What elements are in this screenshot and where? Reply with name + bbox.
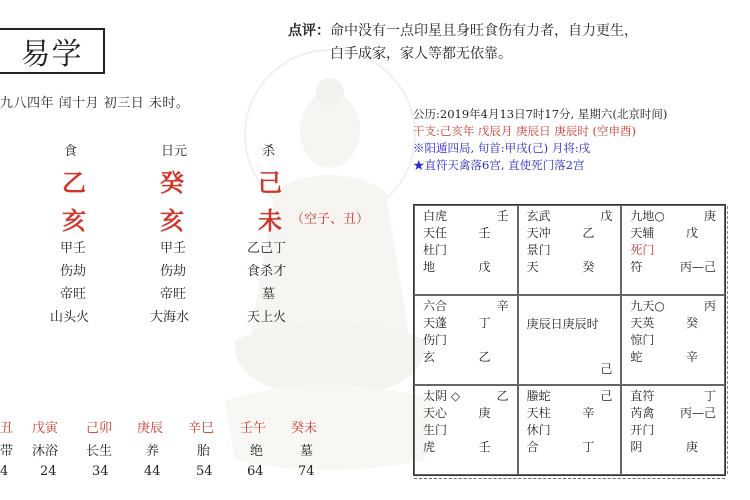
cycle-age-1: 4 <box>0 464 9 479</box>
palace-9: 玄武 戊 天冲 乙 景门 天 癸 <box>518 205 622 295</box>
cycle-age-7: 74 <box>298 464 315 479</box>
cycle-pillar-1: 丑 <box>0 421 14 436</box>
palace-1: 螣蛇 己 天柱 辛 休门 合 丁 <box>518 385 622 475</box>
phase-1: 帝旺 <box>60 287 87 302</box>
brand-logo-box <box>0 28 105 74</box>
cycle-pillar-2: 戊寅 <box>32 421 59 436</box>
branch-2: 亥 <box>160 206 184 235</box>
cycle-age-2: 24 <box>40 464 57 479</box>
phase-3: 墓 <box>262 287 276 302</box>
cycle-pillar-5: 辛巳 <box>188 421 215 436</box>
stem-3: 己 <box>258 168 282 197</box>
hidden-stems-2: 甲壬 <box>160 241 187 256</box>
nayin-3: 天上火 <box>247 310 287 325</box>
cycle-stage-1: 带 <box>0 444 14 459</box>
qimen-zhifu-line: ★直符天禽落6宫, 直使死门落2宫 <box>413 158 585 172</box>
palace-2: 九地○ 庚 天辅 戊 死门 符 丙—己 <box>621 205 725 295</box>
kong-wang-note: （空子、丑） <box>291 212 370 227</box>
cycle-pillar-7: 癸未 <box>291 421 318 436</box>
branch-3: 未 <box>258 206 282 235</box>
palace-6: 直符 丁 芮禽 丙—己 开门 阴 庚 <box>621 385 725 475</box>
cycle-stage-5: 胎 <box>197 444 211 459</box>
qimen-ganzhi-line: 干支:己亥年 戊辰月 庚辰日 庚辰时 (空申酉) <box>413 124 636 138</box>
palace-3: 六合 辛 天蓬 丁 伤门 玄 乙 <box>414 295 518 385</box>
god-label-2: 日元 <box>161 144 188 159</box>
palace-8: 太阴 ◇ 乙 天心 庚 生门 虎 壬 <box>414 385 518 475</box>
palace-5-center: 庚辰日庚辰时 己 <box>518 295 622 385</box>
god-label-3: 杀 <box>262 144 276 159</box>
cycle-stage-7: 墓 <box>300 444 314 459</box>
comment-line-1: 命中没有一点印星且身旺食伤有力者，自力更生， <box>330 23 638 39</box>
hidden-stems-1: 甲壬 <box>60 241 87 256</box>
comment-line-2: 白手成家，家人等都无依靠。 <box>330 46 512 62</box>
cycle-stage-4: 养 <box>146 444 160 459</box>
hidden-gods-2: 伤劫 <box>160 264 187 279</box>
cycle-age-6: 64 <box>247 464 264 479</box>
birth-date-line: 九八四年 闰十月 初三日 未时。 <box>0 96 190 111</box>
cycle-age-4: 44 <box>144 464 161 479</box>
branch-1: 亥 <box>62 206 86 235</box>
cycle-age-5: 54 <box>196 464 213 479</box>
stem-2: 癸 <box>160 168 184 197</box>
hidden-gods-1: 伤劫 <box>60 264 87 279</box>
qimen-date-line: 公历:2019年4月13日7时17分, 星期六(北京时间) <box>413 107 668 121</box>
nayin-1: 山头火 <box>50 310 90 325</box>
palace-4: 白虎 壬 天任 壬 杜门 地 戊 <box>414 205 518 295</box>
cycle-stage-3: 长生 <box>86 444 113 459</box>
comment-label: 点评： <box>288 23 330 39</box>
nayin-2: 大海水 <box>150 310 190 325</box>
god-label-1: 食 <box>64 144 78 159</box>
hidden-stems-3: 乙己丁 <box>247 241 287 256</box>
cycle-stage-6: 绝 <box>250 444 264 459</box>
hidden-gods-3: 食杀才 <box>247 264 287 279</box>
phase-2: 帝旺 <box>160 287 187 302</box>
cycle-pillar-3: 己卯 <box>86 421 113 436</box>
comment-block <box>288 20 743 66</box>
qimen-ju-line: ※阳遁四局, 旬首:甲戌(己) 月将:戌 <box>413 141 591 155</box>
palace-7: 九天○ 丙 天英 癸 惊门 蛇 辛 <box>621 295 725 385</box>
qimen-nine-palace-grid <box>413 204 726 476</box>
cycle-pillar-4: 庚辰 <box>137 421 164 436</box>
cycle-pillar-6: 壬午 <box>240 421 267 436</box>
stem-1: 乙 <box>62 168 86 197</box>
brand-text: 易学 <box>20 37 83 72</box>
cycle-age-3: 34 <box>92 464 109 479</box>
cycle-stage-2: 沐浴 <box>32 444 59 459</box>
